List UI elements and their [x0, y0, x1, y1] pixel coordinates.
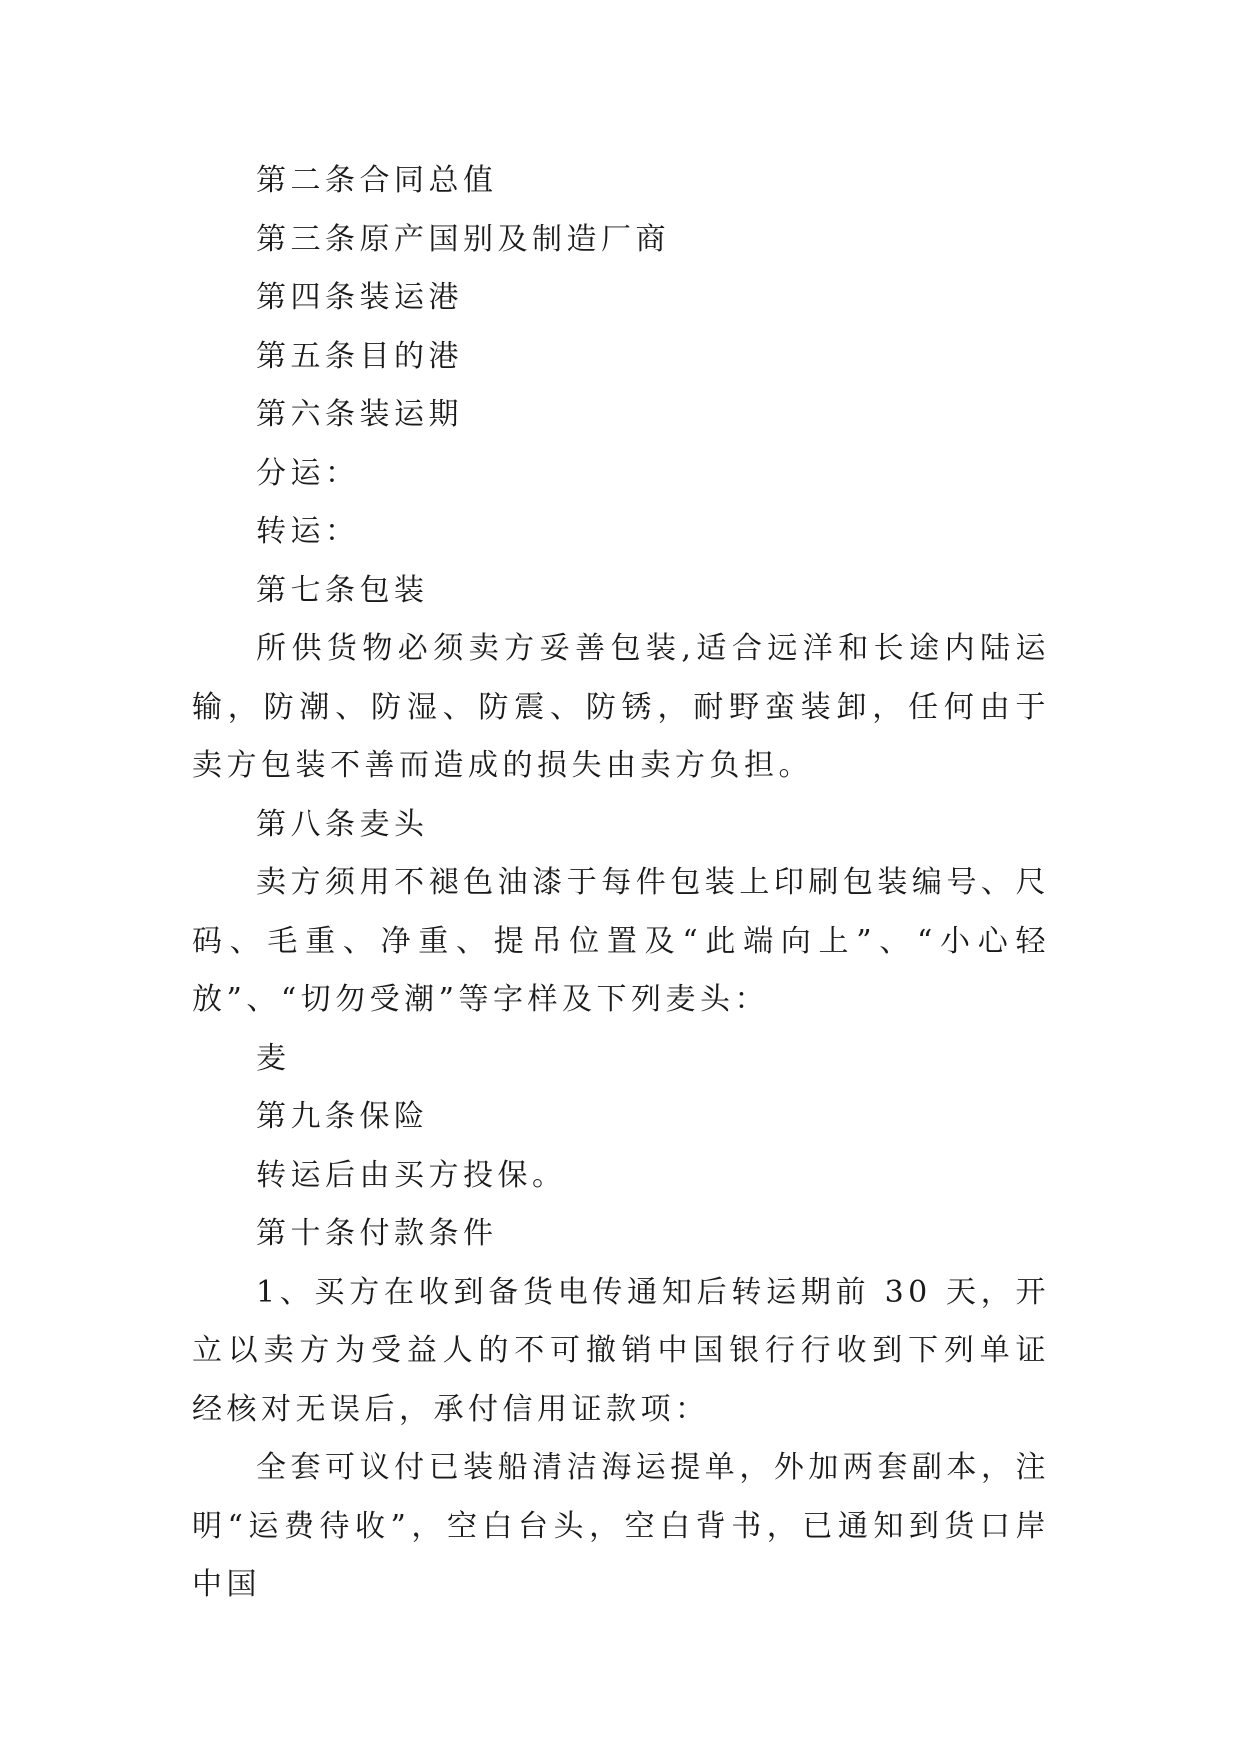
article-7-title: 第七条包装: [256, 572, 429, 608]
article-4-title: 第四条装运港: [256, 280, 463, 315]
article-9-title: 第九条保险: [256, 1099, 429, 1134]
article-10-title: 第十条付款条件: [256, 1216, 498, 1251]
insurance-line: 转运后由买方投保。: [256, 1157, 567, 1193]
document-body: [192, 152, 1050, 1615]
documents-paragraph: 全套可议付已装船清洁海运提单，外加两套副本，注明“运费待收”，空白台头，空白背书，已通知到货口岸中国: [192, 1450, 1050, 1602]
partial-shipment-label: 分运：: [256, 455, 360, 491]
article-3-title: 第三条原产国别及制造厂商: [256, 221, 670, 257]
shipping-mark-label: 麦: [256, 1040, 291, 1076]
packing-paragraph: 所供货物必须卖方妥善包装,适合远洋和长途内陆运输，防潮、防湿、防震、防锈，耐野蛮装卸，任何由于卖方包装不善而造成的损失由卖方负担。: [192, 631, 1050, 783]
payment-paragraph: 1、买方在收到备货电传通知后转运期前 30 天，开立以卖方为受益人的不可撤销中国银行行收到下列单证经核对无误后，承付信用证款项：: [192, 1274, 1050, 1427]
shipping-marks-paragraph: 卖方须用不褪色油漆于每件包装上印刷包装编号、尺码、毛重、净重、提吊位置及“此端向上”、“小心轻放”、“切勿受潮”等字样及下列麦头：: [192, 865, 1050, 1017]
article-6-title: 第六条装运期: [256, 397, 463, 432]
article-5-title: 第五条目的港: [256, 338, 463, 374]
article-8-title: 第八条麦头: [256, 806, 429, 842]
transshipment-label: 转运：: [256, 514, 360, 549]
article-2-title: 第二条合同总值: [256, 163, 498, 198]
